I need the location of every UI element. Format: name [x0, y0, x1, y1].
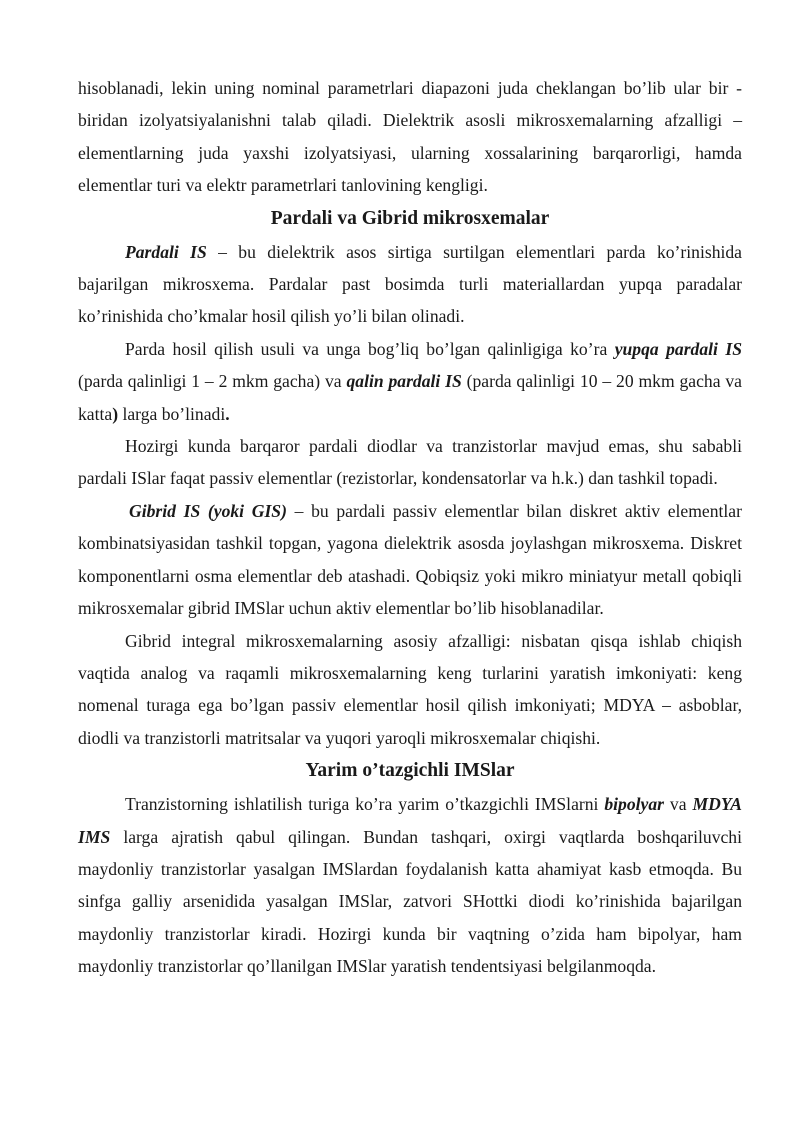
term-yupqa-pardali-is: yupqa pardali IS — [614, 338, 742, 359]
paragraph-continuation: hisoblanadi, lekin uning nominal parametrlari diapazoni juda cheklangan bo’lib ular bir - biridan izolyatsiyalanishni talab qiladi. Dielektrik asosli mikrosxemalarning afzalligi – elementlarning juda yaxshi izolyatsiyasi, ularning xossalarining barqarorligi, hamda elementlar turi va elektr parametrlari tanlovining kengligi. — [78, 78, 742, 196]
paragraph-pardali-is — [78, 236, 742, 333]
paragraph-parda-hosil — [78, 333, 742, 430]
document-page — [78, 72, 742, 983]
term-qalin-pardali-is: qalin pardali IS — [346, 371, 462, 392]
paragraph-text: . — [225, 403, 230, 424]
section-heading-yarim-otazgichli: Yarim o’tazgichli IMSlar — [305, 760, 515, 782]
paragraph-gibrid-is — [78, 495, 742, 625]
paragraph-tranzistor — [78, 788, 742, 982]
term-bipolyar: bipolyar — [604, 794, 664, 815]
paragraph-text: larga ajratish qabul qilingan. Bundan tashqari, oxirgi vaqtlarda boshqariluvchi maydonliy tranzistorlar yasalgan IMSlardan foydalanish katta ahamiyat kasb etmoqda. Bu sinfga galliy arsenidida yasalgan IMSlar, zatvori SHottki diodi ko’rinishida bajarilgan maydonliy tranzistorlar kiradi. Hozirgi kunda bir vaqtning o’zida ham bipolyar, ham maydonliy tranzistorlar qo’llanilgan IMSlar yaratish tendentsiyasi belgilanmoqda. — [78, 826, 742, 977]
paragraph-text: va — [664, 794, 693, 815]
paragraph-text: Tranzistorning ishlatilish turiga ko’ra yarim o’tkazgichli IMSlarni — [125, 794, 605, 815]
term-mdya-ims: MDYA IMS — [78, 794, 743, 847]
paragraph-gibrid-afzalligi: Gibrid integral mikrosxemalarning asosiy afzalligi: nisbatan qisqa ishlab chiqish vaqtida analog va raqamli mikrosxemalarning keng turlarini yaratish imkoniyati: keng nomenal turaga ega bo’lgan passiv elementlar hosil qilish imkoniyati; MDYA – asboblar, diodli va tranzistorli matritsalar va yuqori yaroqli mikrosxemalar chiqishi. — [78, 630, 742, 748]
section-heading-pardali-gibrid: Pardali va Gibrid mikrosxemalar — [270, 207, 550, 229]
paragraph-text: (parda qalinligi 10 – 20 mkm gacha va katta — [78, 371, 742, 424]
paragraph-text: Parda hosil qilish usuli va unga bog’liq bo’lgan qalinligiga ko’ra — [125, 338, 615, 359]
paragraph-text: (parda qalinligi 1 – 2 mkm gacha) va — [78, 371, 347, 392]
paragraph-barqaror: Hozirgi kunda barqaror pardali diodlar va tranzistorlar mavjud emas, shu sababli pardali ISlar faqat passiv elementlar (rezistorlar, kondensatorlar va h.k.) dan tashkil topadi. — [78, 436, 742, 489]
paragraph-text: – bu dielektrik asos sirtiga surtilgan elementlari parda ko’rinishida bajarilgan mikrosxema. Pardalar past bosimda turli materiallardan yupqa paradalar ko’rinishida cho’kmalar hosil qilish yo’li bilan olinadi. — [78, 241, 742, 327]
paragraph-text: larga bo’linadi — [118, 403, 226, 424]
term-pardali-is: Pardali IS — [125, 241, 207, 262]
term-gibrid-is: Gibrid IS (yoki GIS) — [129, 500, 287, 521]
paragraph-text: ) — [112, 403, 119, 424]
paragraph-text: – bu pardali passiv elementlar bilan diskret aktiv elementlar kombinatsiyasidan tashkil topgan, yagona dielektrik asosda joylashgan mikrosxema. Diskret komponentlarni osma elementlar deb atashadi. Qobiqsiz yoki mikro miniatyur metall qobiqli mikrosxemalar gibrid IMSlar uchun aktiv elementlar bo’lib hisoblanadilar. — [78, 500, 742, 619]
